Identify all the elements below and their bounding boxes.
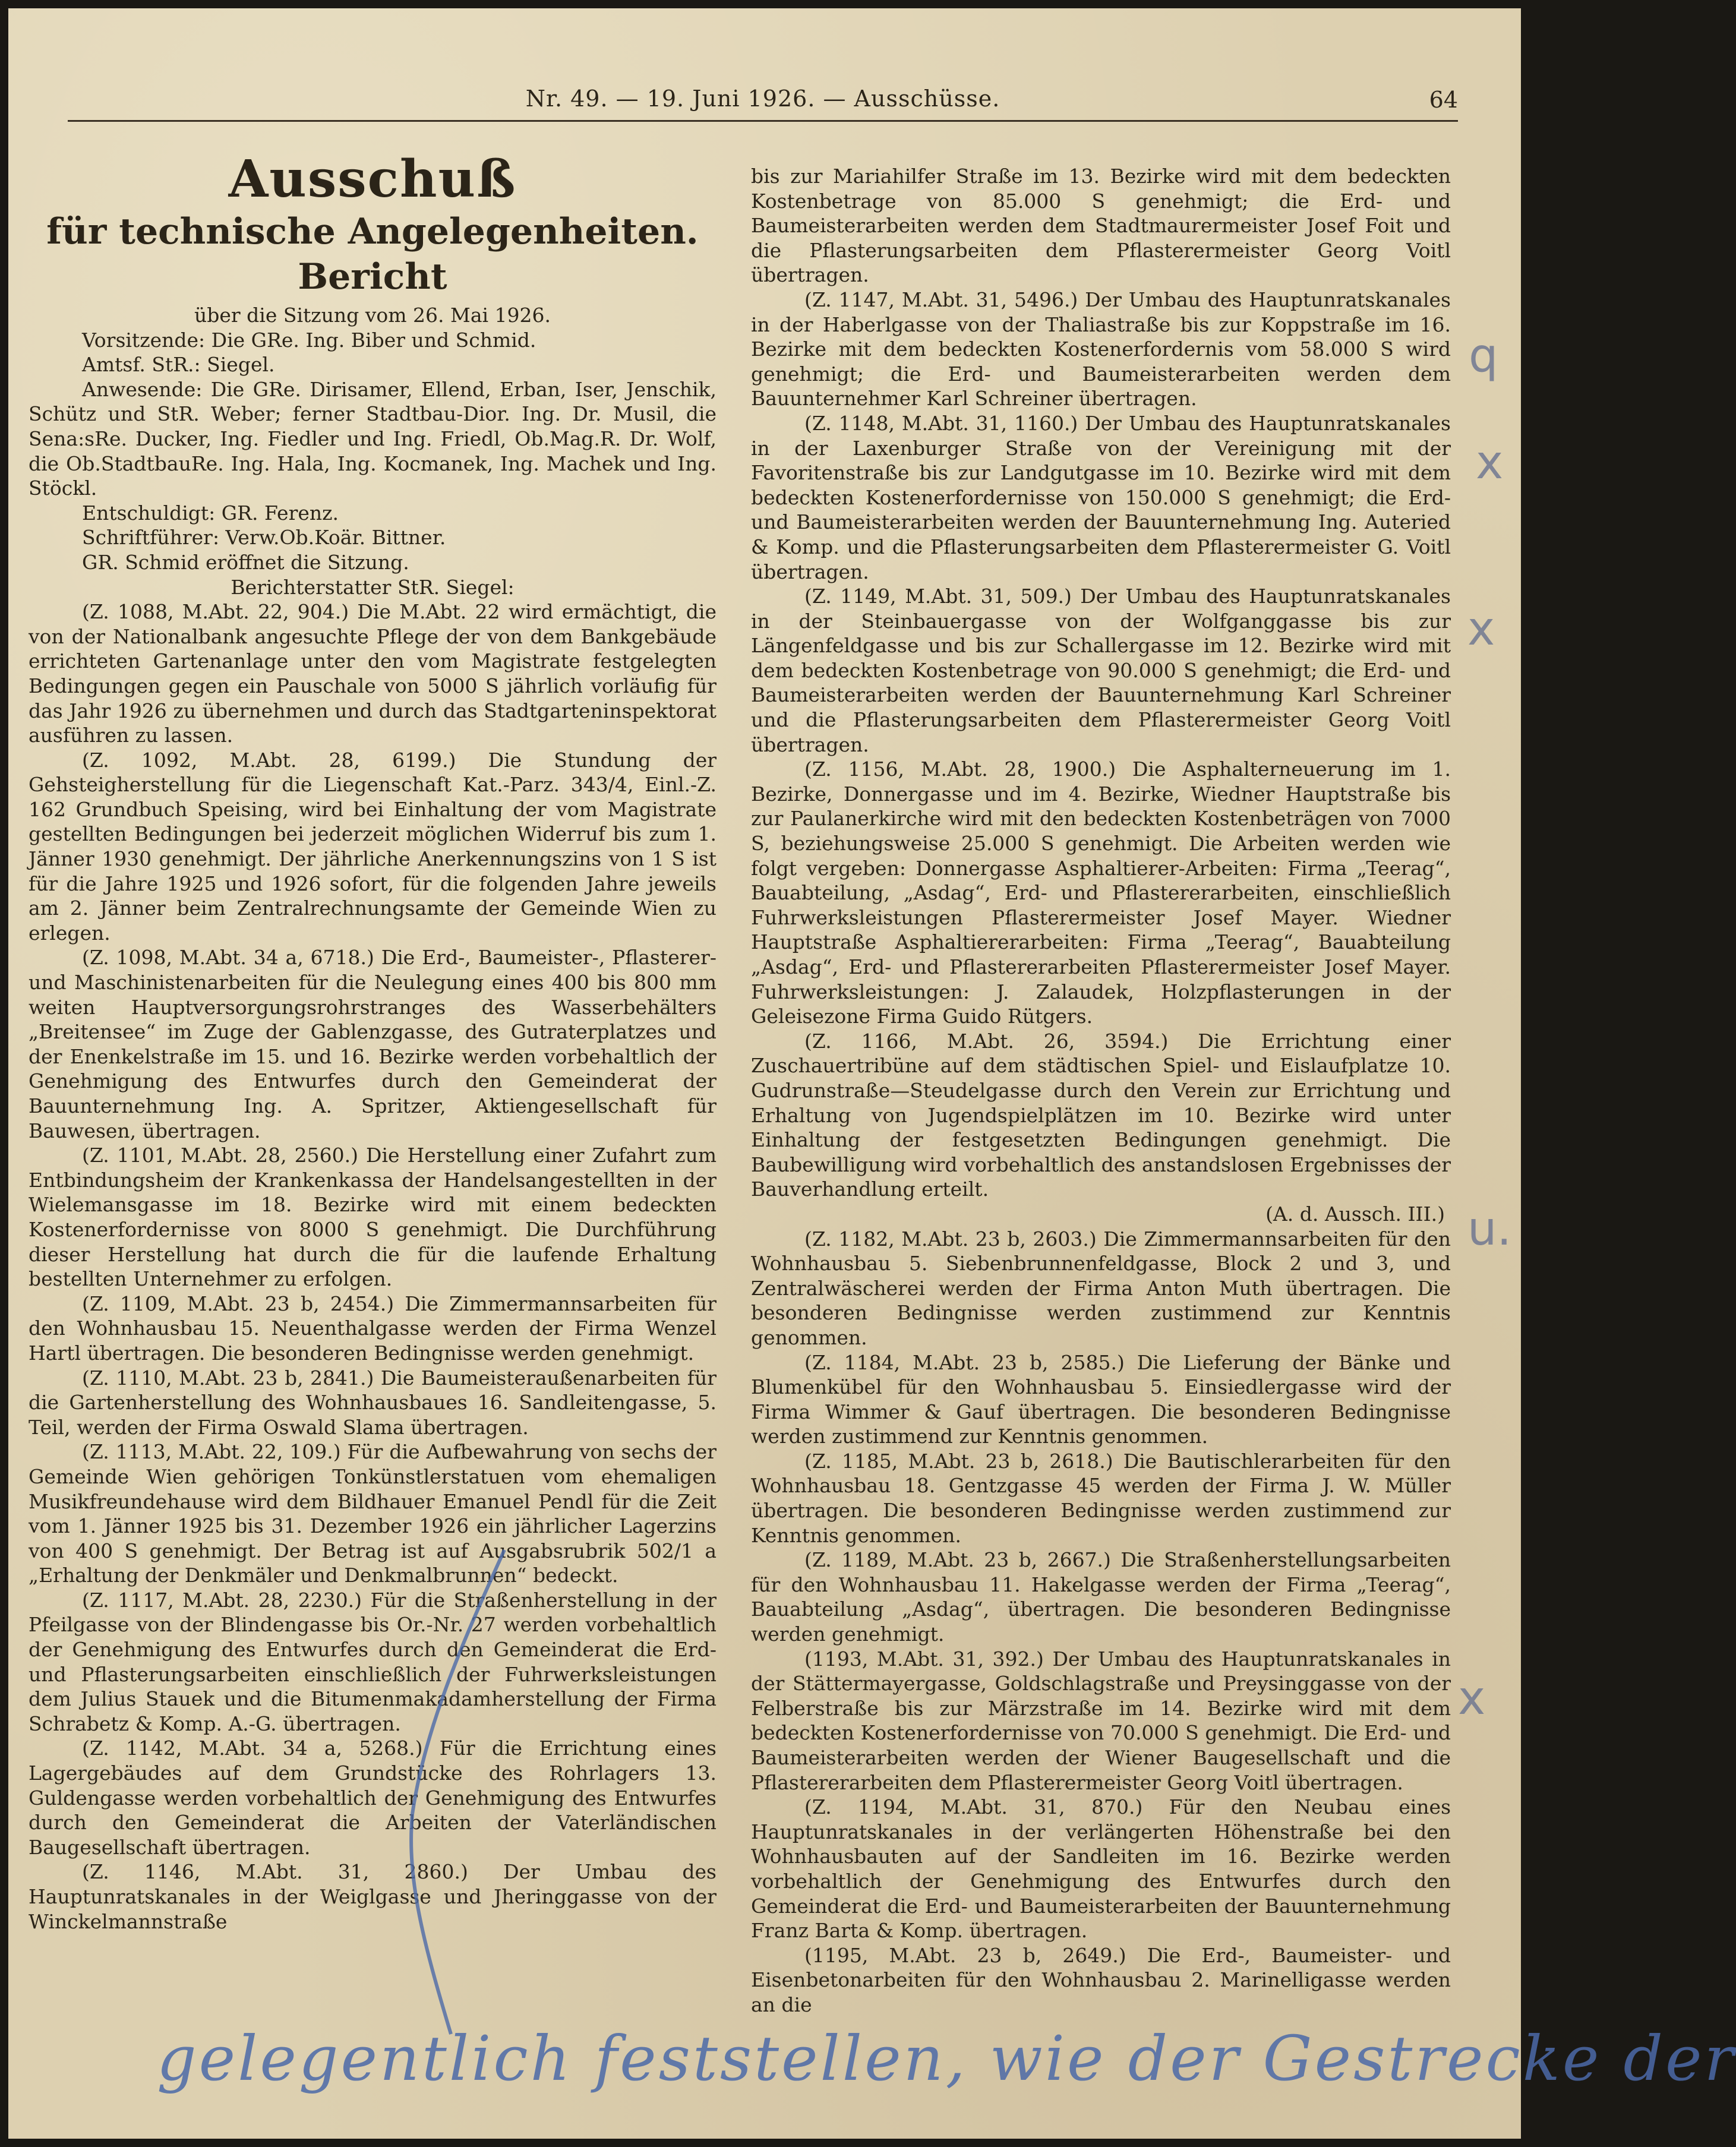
paragraph-z1166: (Z. 1166, M.Abt. 26, 3594.) Die Errichtung einer Zuschauertribüne auf dem städtischen Spiel- und Eislaufplatze 10. Gudrunstraße—Steudelgasse durch den Verein zur Errichtung und Erhaltung von Jugendspielplätzen im 10. Bezirke wird unter Einhaltung der festgesetzten Bedingungen genehmigt. Die Baubewilligung wird vorbehaltlich des anstandslosen Ergebnisses der Bauverhandlung erteilt. <box>751 1029 1451 1201</box>
page-header <box>68 78 1458 122</box>
page-number: 64 <box>1429 87 1458 113</box>
document-page <box>8 8 1736 2139</box>
header-title: Nr. 49. — 19. Juni 1926. — Ausschüsse. <box>525 86 1000 112</box>
handwritten-note: gelegentlich feststellen, wie der Gestrecke der <box>157 2022 1736 2095</box>
paragraph-z1117: (Z. 1117, M.Abt. 28, 2230.) Für die Straßenherstellung in der Pfeilgasse von der Blindengasse bis Or.-Nr. 27 werden vorbehaltlich der Genehmigung des Entwurfes durch den Gemeinderat die Erd- und Pflasterungsarbeiten einschließlich der Fuhrwerksleistungen dem Julius Stauek und die Bitumenmakadamherstellung der Firma Schrabetz & Komp. A.-G. übertragen. <box>29 1588 717 1735</box>
heading-ausschuss: Ausschuß <box>228 149 517 209</box>
paragraph-z1182: (Z. 1182, M.Abt. 23 b, 2603.) Die Zimmermannsarbeiten für den Wohnhausbau 5. Siebenbrunnenfeldgasse, Block 2 und 3, und Zentralwäscherei werden der Firma Anton Muth übertragen. Die besonderen Bedingnisse werden zustimmend zur Kenntnis genommen. <box>751 1227 1451 1349</box>
paragraph-z1148: (Z. 1148, M.Abt. 31, 1160.) Der Umbau des Hauptunratskanales in der Laxenburger Straße von der Vereinigung mit der Favoritenstraße bis zur Landgutgasse im 10. Bezirke wird mit dem bedeckten Kostenerfordernisse von 150.000 S genehmigt; die Erd- und Baumeisterarbeiten werden der Bauunternehmung Ing. Auteried & Komp. und die Pflasterungsarbeiten dem Pflasterermeister G. Voitl übertragen. <box>751 411 1451 583</box>
margin-mark-3: x <box>1467 602 1495 656</box>
paragraph-z1147: (Z. 1147, M.Abt. 31, 5496.) Der Umbau des Hauptunratskanales in der Haberlgasse von der Thaliastraße bis zur Koppstraße im 16. Bezirke mit dem bedeckten Kostenerfordernis vom 58.000 S wird genehmigt; die Erd- und Baumeisterarbeiten werden dem Bauunternehmer Karl Schreiner übertragen. <box>751 288 1451 411</box>
meta-anwesende: Anwesende: Die GRe. Dirisamer, Ellend, Erban, Iser, Jenschik, Schütz und StR. Weber; ferner Stadtbau-Dior. Ing. Dr. Musil, die Sena:sRe. Ducker, Ing. Fiedler und Ing. Friedl, Ob.Mag.R. Dr. Wolf, die Ob.StadtbauRe. Ing. Hala, Ing. Kocmanek, Ing. Machek und Ing. Stöckl. <box>29 377 717 500</box>
margin-mark-2: x <box>1476 436 1504 490</box>
meta-schriftfuehrer: Schriftführer: Verw.Ob.Koär. Bittner. <box>82 526 446 550</box>
meta-entschuldigt: Entschuldigt: GR. Ferenz. <box>82 501 339 525</box>
margin-mark-4: u. <box>1467 1202 1512 1256</box>
paragraph-z1109: (Z. 1109, M.Abt. 23 b, 2454.) Die Zimmermannsarbeiten für den Wohnhausbau 15. Neuenthalgasse werden der Firma Wenzel Hartl übertragen. Die besonderen Bedingnisse werden genehmigt. <box>29 1292 717 1365</box>
paragraph-z1146-cont: bis zur Mariahilfer Straße im 13. Bezirke wird mit dem bedeckten Kostenbetrage von 85.000 S genehmigt; die Erd- und Baumeisterarbeiten werden dem Stadtmaurermeister Josef Foit und die Pflasterungsarbeiten dem Pflasterermeister Georg Voitl übertragen. <box>751 165 1451 287</box>
paragraph-z1101: (Z. 1101, M.Abt. 28, 2560.) Die Herstellung einer Zufahrt zum Entbindungsheim der Krankenkassa der Handelsangestellten in der Wielemansgasse im 18. Bezirke wird mit einem bedeckten Kostenerfordernisse von 8000 S genehmigt. Die Durchführung dieser Herstellung hat durch die für die laufende Erhaltung bestellten Unternehmer zu erfolgen. <box>29 1144 717 1291</box>
paragraph-z1088: (Z. 1088, M.Abt. 22, 904.) Die M.Abt. 22 wird ermächtigt, die von der Nationalbank angesuchte Pflege der von dem Bankgebäude errichteten Gartenanlage unter den vom Magistrate festgelegten Bedingungen gegen ein Pauschale von 5000 S jährlich vorläufig für das Jahr 1926 zu übernehmen und durch das Stadtgarteninspektorat ausführen zu lassen. <box>29 600 717 747</box>
right-column <box>751 164 1451 2017</box>
paragraph-z1156: (Z. 1156, M.Abt. 28, 1900.) Die Asphalterneuerung im 1. Bezirke, Donnergasse und im 4. Bezirke, Wiedner Hauptstraße bis zur Paulanerkirche wird mit den bedeckten Kostenbeträgen von 7000 S, beziehungsweise 25.000 S genehmigt. Die Arbeiten werden wie folgt vergeben: Donnergasse Asphaltierer-Arbeiten: Firma „Teerag“, Bauabteilung, „Asdag“, Erd- und Pflastererarbeiten, einschließlich Fuhrwerksleistungen Pflasterermeister Josef Mayer. Wiedner Hauptstraße Asphaltiererarbeiten: Firma „Teerag“, Bauabteilung „Asdag“, Erd- und Pflastererarbeiten Pflasterermeister Josef Mayer. Fuhrwerksleistungen: J. Zalaudek, Holzpflasterungen in der Geleisezone Firma Guido Rütgers. <box>751 757 1451 1028</box>
left-column <box>29 145 717 1934</box>
paragraph-z1110: (Z. 1110, M.Abt. 23 b, 2841.) Die Baumeisteraußenarbeiten für die Gartenherstellung des Wohnhausbaues 16. Sandleitengasse, 5. Teil, werden der Firma Oswald Slama übertragen. <box>29 1366 717 1439</box>
meta-eroeffnet: GR. Schmid eröffnet die Sitzung. <box>82 550 409 574</box>
meta-amtsf: Amtsf. StR.: Siegel. <box>82 353 275 377</box>
paragraph-z1194: (Z. 1194, M.Abt. 31, 870.) Für den Neubau eines Hauptunratskanales in der verlängerten Höhenstraße bei den Wohnhausbauten auf der Sandleiten im 16. Bezirke werden vorbehaltlich der Genehmigung des Entwurfes durch den Gemeinderat die Erd- und Baumeisterarbeiten der Bauunternehmung Franz Barta & Komp. übertragen. <box>751 1795 1451 1943</box>
meta-berichterstatter: Berichterstatter StR. Siegel: <box>231 575 515 599</box>
paragraph-z1184: (Z. 1184, M.Abt. 23 b, 2585.) Die Lieferung der Bänke und Blumenkübel für den Wohnhausbau 5. Einsiedlergasse wird der Firma Wimmer & Gauf übertragen. Die besonderen Bedingnisse werden zustimmend zur Kenntnis genommen. <box>751 1350 1451 1448</box>
note-ausschuss-iii: (A. d. Aussch. III.) <box>1265 1202 1445 1226</box>
paragraph-1193: (1193, M.Abt. 31, 392.) Der Umbau des Hauptunratskanales in der Stättermayergasse, Goldschlagstraße und Preysinggasse von der Felberstraße bis zur Märzstraße im 14. Bezirke wird mit dem bedeckten Kostenerfordernisse von 70.000 S genehmigt. Die Erd- und Baumeisterarbeiten werden der Wiener Baugesellschaft und die Pflastererarbeiten dem Pflasterermeister Georg Voitl übertragen. <box>751 1647 1451 1794</box>
paragraph-z1146: (Z. 1146, M.Abt. 31, 2860.) Der Umbau des Hauptunratskanales in der Weiglgasse und Jheringgasse von der Winckelmannstraße <box>29 1860 717 1933</box>
meta-vorsitz: Vorsitzende: Die GRe. Ing. Biber und Schmid. <box>82 328 536 352</box>
paragraph-z1185: (Z. 1185, M.Abt. 23 b, 2618.) Die Bautischlerarbeiten für den Wohnhausbau 18. Gentzgasse 45 werden der Firma J. W. Müller übertragen. Die besonderen Bedingnisse werden zustimmend zur Kenntnis genommen. <box>751 1449 1451 1547</box>
paragraph-z1092: (Z. 1092, M.Abt. 28, 6199.) Die Stundung der Gehsteigherstellung für die Liegenschaft Kat.-Parz. 343/4, Einl.-Z. 162 Grundbuch Speising, wird bei Einhaltung der vom Magistrate gestellten Bedingungen bei jederzeit möglichen Widerruf bis zum 1. Jänner 1930 genehmigt. Der jährliche Anerkennungszins von 1 S ist für die Jahre 1925 und 1926 sofort, für die folgenden Jahre jeweils am 2. Jänner beim Zentralrechnungsamte der Gemeinde Wien zu erlegen. <box>29 748 717 945</box>
paragraph-z1098: (Z. 1098, M.Abt. 34 a, 6718.) Die Erd-, Baumeister-, Pflasterer- und Maschinistenarbeiten für die Neulegung eines 400 bis 800 mm weiten Hauptversorgungsrohrstranges des Wasserbehälters „Breitensee“ im Zuge der Gablenzgasse, des Gutraterplatzes und der Enenkelstraße im 15. und 16. Bezirke werden vorbehaltlich der Genehmigung des Entwurfes durch den Gemeinderat der Bauunternehmung Ing. A. Spritzer, Aktiengesellschaft für Bauwesen, übertragen. <box>29 946 717 1142</box>
paragraph-z1189: (Z. 1189, M.Abt. 23 b, 2667.) Die Straßenherstellungsarbeiten für den Wohnhausbau 11. Hakelgasse werden der Firma „Teerag“, Bauabteilung „Asdag“, übertragen. Die besonderen Bedingnisse werden genehmigt. <box>751 1548 1451 1646</box>
paragraph-1195: (1195, M.Abt. 23 b, 2649.) Die Erd-, Baumeister- und Eisenbetonarbeiten für den Wohnhausbau 2. Marinelligasse werden an die <box>751 1943 1451 2016</box>
session-date: über die Sitzung vom 26. Mai 1926. <box>194 304 551 327</box>
paragraph-z1142: (Z. 1142, M.Abt. 34 a, 5268.) Für die Errichtung eines Lagergebäudes auf dem Grundstücke des Rohrlagers 13. Guldengasse werden vorbehaltlich der Genehmigung des Entwurfes durch den Gemeinderat die Arbeiten der Vaterländischen Baugesellschaft übertragen. <box>29 1736 717 1859</box>
heading-committee: für technische Angelegenheiten. <box>46 211 699 252</box>
paragraph-z1113: (Z. 1113, M.Abt. 22, 109.) Für die Aufbewahrung von sechs der Gemeinde Wien gehörigen Tonkünstlerstatuen vom ehemaligen Musikfreundehause wird dem Bildhauer Emanuel Pendl für die Zeit vom 1. Jänner 1925 bis 31. Dezember 1926 ein jährlicher Lagerzins von 400 S genehmigt. Der Betrag ist auf Ausgabsrubrik 502/1 a „Erhaltung der Denkmäler und Denkmalbrunnen“ bedeckt. <box>29 1440 717 1587</box>
heading-bericht: Bericht <box>298 256 447 298</box>
paragraph-z1149: (Z. 1149, M.Abt. 31, 509.) Der Umbau des Hauptunratskanales in der Steinbauergasse von der Wolfganggasse bis zur Längenfeldgasse und bis zur Schallergasse im 12. Bezirke wird mit dem bedeckten Kostenbetrage von 90.000 S genehmigt; die Erd- und Baumeisterarbeiten werden der Bauunternehmung Karl Schreiner und die Pflasterungsarbeiten dem Pflasterermeister Georg Voitl übertragen. <box>751 585 1451 756</box>
margin-mark-1: q <box>1469 329 1498 383</box>
margin-mark-5: x <box>1458 1672 1486 1725</box>
